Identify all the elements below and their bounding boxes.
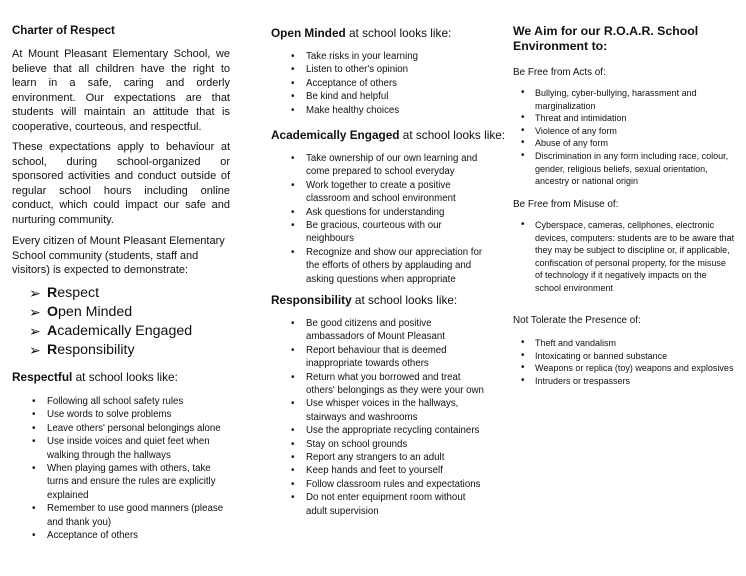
academically-engaged-list (271, 152, 489, 286)
list-item: • Intoxicating or banned substance (513, 350, 735, 363)
charter-paragraph-1: At Mount Pleasant Elementary School, we believe that all children have the right to learn in a safe, caring and orderly environment. Our expectations are that students will maintain an attitude that is cooperative, courteous, and respectful. (12, 48, 230, 133)
list-item: • Acceptance of others (271, 77, 489, 90)
roar-value-open-minded: ➢ Open Minded (29, 304, 133, 320)
list-item: • Acceptance of others (12, 529, 230, 542)
list-item: • Listen to other's opinion (271, 63, 489, 76)
list-item: • Following all school safety rules (12, 395, 230, 408)
list-item: • Use whisper voices in the hallways, stairways and washrooms (271, 397, 489, 424)
list-item: • Work together to create a positive classroom and school environment (271, 179, 489, 206)
tolerate-heading: Not Tolerate the Presence of: (513, 315, 641, 326)
list-item: • Discrimination in any form including race, colour, gender, religious beliefs, sexual orientation, ancestry or national origin (513, 150, 735, 188)
list-item: • Be kind and helpful (271, 90, 489, 103)
open-minded-list (271, 50, 489, 117)
respectful-heading: Respectful at school looks like: (12, 370, 178, 384)
roar-values-list (12, 284, 230, 360)
list-item: • Remember to use good manners (please and thank you) (12, 502, 230, 529)
open-minded-heading: Open Minded at school looks like: (271, 26, 452, 40)
charter-title: Charter of Respect (12, 25, 115, 37)
respectful-list (12, 395, 230, 542)
list-item: • Return what you borrowed and treat others' belongings as they were your own (271, 371, 489, 398)
list-item: • Violence of any form (513, 125, 735, 138)
list-item: • Make healthy choices (271, 104, 489, 117)
list-item: • Follow classroom rules and expectations (271, 478, 489, 491)
list-item: • Cyberspace, cameras, cellphones, electronic devices, computers: students are to be aware that they may be subject to discipline or, if applicable, confiscation of personal property, for the misuse of technology if it negatively impacts on the school environment (513, 219, 735, 295)
environment-title: We Aim for our R.O.A.R. School Environment to: (513, 24, 699, 54)
list-item: • Ask questions for understanding (271, 206, 489, 219)
responsibility-list (271, 317, 489, 518)
misuse-list (513, 219, 735, 295)
list-item: • Weapons or replica (toy) weapons and explosives (513, 362, 735, 375)
list-item: • Do not enter equipment room without adult supervision (271, 491, 489, 518)
list-item: • Report any strangers to an adult (271, 451, 489, 464)
list-item: • Use the appropriate recycling containers (271, 424, 489, 437)
list-item: • Leave others' personal belongings alone (12, 422, 230, 435)
responsibility-heading: Responsibility at school looks like: (271, 293, 458, 307)
list-item: • Theft and vandalism (513, 337, 735, 350)
list-item: • Be gracious, courteous with our neighbours (271, 219, 489, 246)
roar-value-responsibility: ➢ Responsibility (29, 342, 135, 358)
list-item: • Bullying, cyber-bullying, harassment and marginalization (513, 87, 735, 112)
list-item: • Threat and intimidation (513, 112, 735, 125)
acts-list (513, 87, 735, 188)
academically-engaged-heading: Academically Engaged at school looks like: (271, 128, 506, 142)
list-item: • Keep hands and feet to yourself (271, 464, 489, 477)
list-item: • Take risks in your learning (271, 50, 489, 63)
tolerate-list (513, 337, 735, 387)
misuse-heading: Be Free from Misuse of: (513, 199, 619, 210)
list-item: • Intruders or trespassers (513, 375, 735, 388)
list-item: • Take ownership of our own learning and come prepared to school everyday (271, 152, 489, 179)
list-item: • Abuse of any form (513, 137, 735, 150)
list-item: • Stay on school grounds (271, 438, 489, 451)
list-item: • Be good citizens and positive ambassadors of Mount Pleasant (271, 317, 489, 344)
charter-paragraph-3: Every citizen of Mount Pleasant Elementary School community (students, staff and visitors) is expected to demonstrate: (12, 235, 225, 277)
charter-paragraph-2: These expectations apply to behaviour at school, during school-organized or sponsored activities and conduct outside of regular school hours including online conduct, which could impact our safe and nurturing community. (12, 141, 230, 226)
arrow-bullet-icon: ➢ (29, 323, 41, 339)
list-item: • Report behaviour that is deemed inappropriate towards others (271, 344, 489, 371)
list-item: • Use inside voices and quiet feet when walking through the hallways (12, 435, 230, 462)
acts-heading: Be Free from Acts of: (513, 67, 606, 78)
list-item: • When playing games with others, take turns and ensure the rules are explicitly explained (12, 462, 230, 502)
list-item: • Use words to solve problems (12, 408, 230, 421)
arrow-bullet-icon: ➢ (29, 342, 41, 358)
list-item: • Recognize and show our appreciation for the efforts of others by applauding and asking questions when appropriate (271, 246, 489, 286)
roar-value-academically-engaged: ➢ Academically Engaged (29, 323, 193, 339)
arrow-bullet-icon: ➢ (29, 304, 41, 320)
arrow-bullet-icon: ➢ (29, 285, 41, 301)
roar-value-respect: ➢ Respect (29, 285, 100, 301)
